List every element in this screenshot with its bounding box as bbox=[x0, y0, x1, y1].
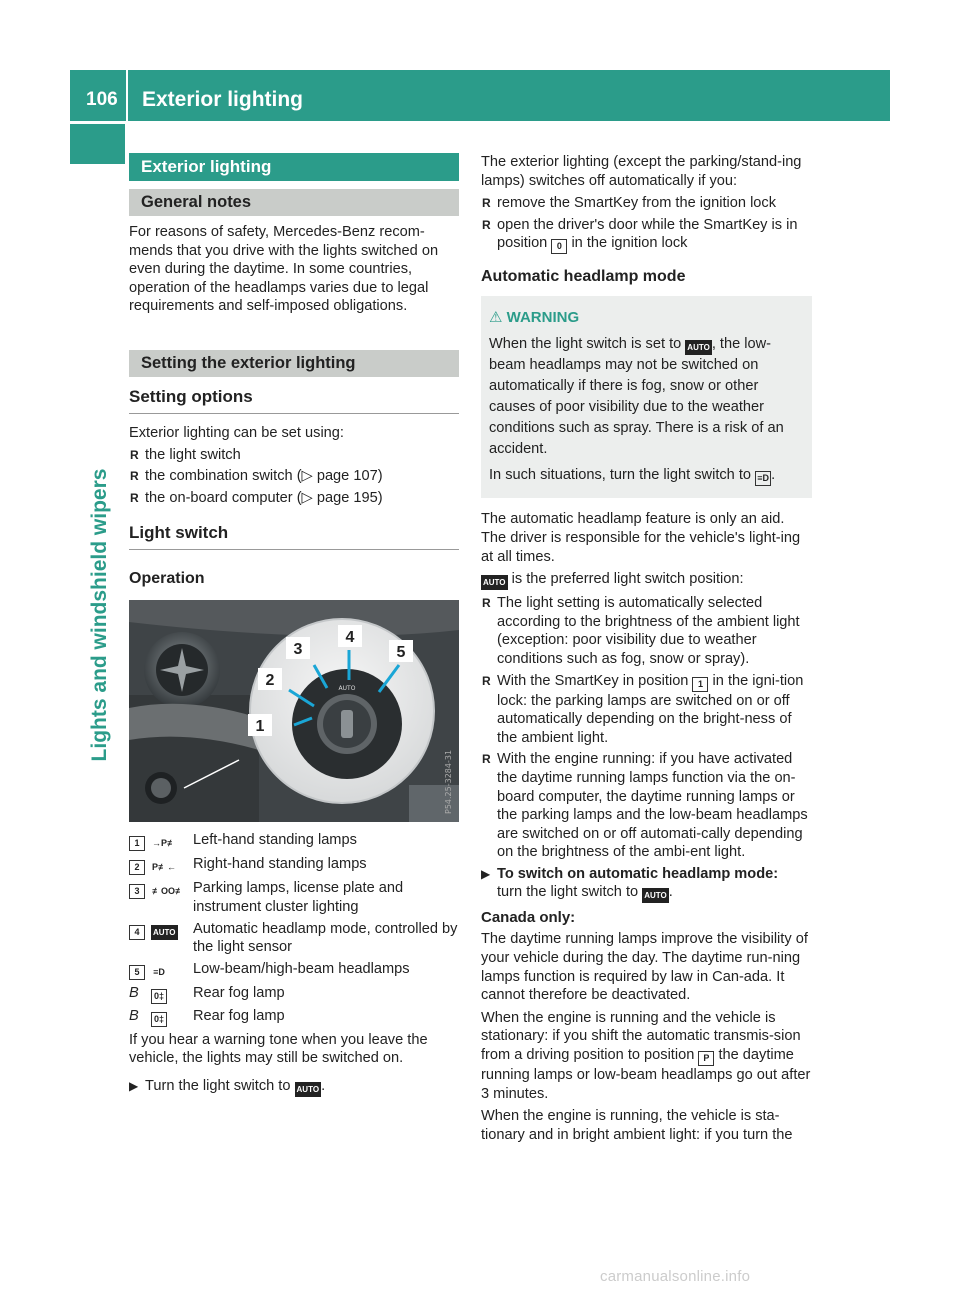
callout-1-icon: 1 bbox=[129, 836, 145, 851]
auto-off-list bbox=[481, 194, 812, 254]
setting-options-heading: Setting options bbox=[129, 387, 459, 414]
rear-fog-lamp-icon: 0‡ bbox=[151, 989, 167, 1004]
auto-icon: AUTO bbox=[481, 575, 508, 590]
svg-text:4: 4 bbox=[345, 629, 355, 647]
operation-heading: Operation bbox=[129, 570, 205, 588]
warning-tone-text: If you hear a warning tone when you leave the vehicle, the lights may still be switched on. bbox=[129, 1031, 428, 1067]
legend-item: 3 ≢OO≢ Parking lamps, license plate and instrument cluster lighting bbox=[129, 879, 459, 916]
step-arrow-icon: ▶ bbox=[129, 1078, 139, 1093]
page-title: Exterior lighting bbox=[142, 88, 304, 111]
svg-text:3: 3 bbox=[293, 641, 303, 659]
warning-text: When the light switch is set to AUTO , the low-beam headlamps may not be switched on automatically if there is fog, snow or other causes of poor visibility due to the weather conditions such as spray. There is a risk of an accident. bbox=[489, 336, 784, 458]
aid-text: The automatic headlamp feature is only an aid. The driver is responsible for the vehicle's light-ing at all times. bbox=[481, 511, 801, 565]
legend-item: 4 AUTO Automatic headlamp mode, controlled by the light sensor bbox=[129, 920, 459, 957]
rear-fog-lamp-icon: 0‡ bbox=[151, 1012, 167, 1027]
light-switch-illustration bbox=[129, 600, 459, 822]
callout-4-icon: 4 bbox=[129, 925, 145, 940]
canada-heading: Canada only: bbox=[481, 909, 576, 927]
warning-triangle-icon: ⚠ bbox=[489, 309, 503, 327]
general-notes-text: For reasons of safety, Mercedes-Benz recom-mends that you drive with the lights switched on even during the daytime. In some countries, operation of the headlamps varies due to legal requirements and self-imposed obligations. bbox=[129, 224, 439, 315]
callout-6-icon: B bbox=[129, 984, 139, 1001]
right-column bbox=[481, 153, 812, 1144]
legend-item: 2 P≢← Right-hand standing lamps bbox=[129, 855, 459, 876]
left-standing-lamp-icon: →P≢ bbox=[152, 838, 177, 849]
auto-icon: AUTO bbox=[295, 1082, 322, 1097]
setting-title: Setting the exterior lighting bbox=[129, 350, 459, 377]
header-divider bbox=[126, 70, 128, 121]
canada-text-1: The daytime running lamps improve the visibility of your vehicle during the day. The daytime run-ning lamps function is required by law in Can-ada. It cannot therefore be deactivated. bbox=[481, 931, 808, 1004]
list-item: R the light switch bbox=[129, 446, 459, 465]
low-beam-icon: ≡D bbox=[755, 471, 771, 486]
canada-text-3: When the engine is running, the vehicle is sta-tionary and in bright ambient light: if you turn the bbox=[481, 1108, 793, 1143]
legend-item: B 0‡ Rear fog lamp bbox=[129, 1007, 459, 1027]
list-item: R With the SmartKey in position 1 in the igni-tion lock: the parking lamps are switched on or off automatically depending on the bright-ness of the ambient light. bbox=[481, 672, 812, 748]
side-tab-label: Lights and windshield wipers bbox=[88, 468, 111, 762]
setting-intro: Exterior lighting can be set using: bbox=[129, 424, 344, 441]
legend-item: B 0‡ Rear fog lamp bbox=[129, 984, 459, 1004]
warning-box bbox=[481, 296, 812, 498]
auto-headlamp-heading: Automatic headlamp mode bbox=[481, 268, 686, 286]
auto-icon: AUTO bbox=[642, 888, 669, 903]
park-position-icon: P bbox=[698, 1051, 714, 1066]
legend-item: 5 ≡D Low-beam/high-beam headlamps bbox=[129, 960, 459, 981]
general-notes-title: General notes bbox=[129, 189, 459, 216]
light-switch-photo bbox=[129, 600, 459, 822]
section-title: Exterior lighting bbox=[129, 153, 459, 181]
list-item: R open the driver's door while the SmartKey is in position 0 in the ignition lock bbox=[481, 216, 812, 255]
auto-off-intro: The exterior lighting (except the parking/stand-ing lamps) switches off automatically if you: bbox=[481, 154, 802, 189]
parking-lamp-icon: ≢OO≢ bbox=[152, 886, 185, 897]
list-item: R remove the SmartKey from the ignition lock bbox=[481, 194, 812, 213]
instruction-step: ▶ Turn the light switch to AUTO . bbox=[129, 1077, 459, 1097]
list-item[interactable]: R the on-board computer (▷ page 195) bbox=[129, 489, 459, 508]
right-standing-lamp-icon: P≢← bbox=[152, 862, 177, 873]
canada-text-2: When the engine is running and the vehicle is stationary: if you shift the automatic transmis-sion from a driving position to position P the daytime running lamps or low-beam headlamps go out after 3 minutes. bbox=[481, 1009, 811, 1102]
svg-text:2: 2 bbox=[265, 672, 275, 690]
step-arrow-icon: ▶ bbox=[481, 866, 491, 881]
side-tab bbox=[80, 380, 120, 850]
auto-icon: AUTO bbox=[151, 925, 178, 940]
auto-mode-list bbox=[481, 594, 812, 862]
callout-2-icon: 2 bbox=[129, 860, 145, 875]
callout-3-icon: 3 bbox=[129, 884, 145, 899]
low-beam-icon: ≡D bbox=[153, 966, 165, 977]
list-item: R With the engine running: if you have activated the daytime running lamps function via the on-board computer, the daytime running lamps or the parking lamps and the low-beam headlamps are switched on or off automati-cally depending on the brightness of the ambi-ent light. bbox=[481, 750, 812, 862]
preferred-text: AUTO is the preferred light switch position: bbox=[481, 570, 812, 590]
page-number: 106 bbox=[86, 89, 118, 110]
callout-6-icon: B bbox=[129, 1007, 139, 1024]
switch-auto-label: AUTO bbox=[338, 685, 356, 693]
setting-options-list bbox=[129, 446, 459, 508]
instruction-step-text: turn the light switch to AUTO . bbox=[481, 883, 812, 903]
legend-item: 1 →P≢ Left-hand standing lamps bbox=[129, 831, 459, 852]
callout-5-icon: 5 bbox=[129, 965, 145, 980]
warning-title: ⚠ WARNING bbox=[489, 309, 580, 327]
instruction-step: ▶ To switch on automatic headlamp mode: bbox=[481, 865, 779, 882]
light-switch-heading: Light switch bbox=[129, 523, 459, 550]
ignition-position-0-icon: 0 bbox=[551, 239, 567, 254]
svg-text:1: 1 bbox=[255, 718, 265, 736]
svg-text:5: 5 bbox=[396, 644, 406, 662]
watermark: carmanualsonline.info bbox=[600, 1268, 751, 1285]
warning-action-text: In such situations, turn the light switch to ≡D . bbox=[489, 465, 804, 486]
side-tab-marker bbox=[70, 124, 125, 164]
list-item: R The light setting is automatically selected according to the brightness of the ambient light (exception: poor visibility due to weather conditions such as fog, snow or spray). bbox=[481, 594, 812, 668]
legend bbox=[129, 831, 459, 1026]
left-column bbox=[129, 153, 459, 1097]
list-item[interactable]: R the combination switch (▷ page 107) bbox=[129, 467, 459, 486]
photo-code: P54.25-3284-31 bbox=[444, 750, 453, 815]
ignition-position-1-icon: 1 bbox=[692, 677, 708, 692]
auto-icon: AUTO bbox=[685, 340, 712, 355]
